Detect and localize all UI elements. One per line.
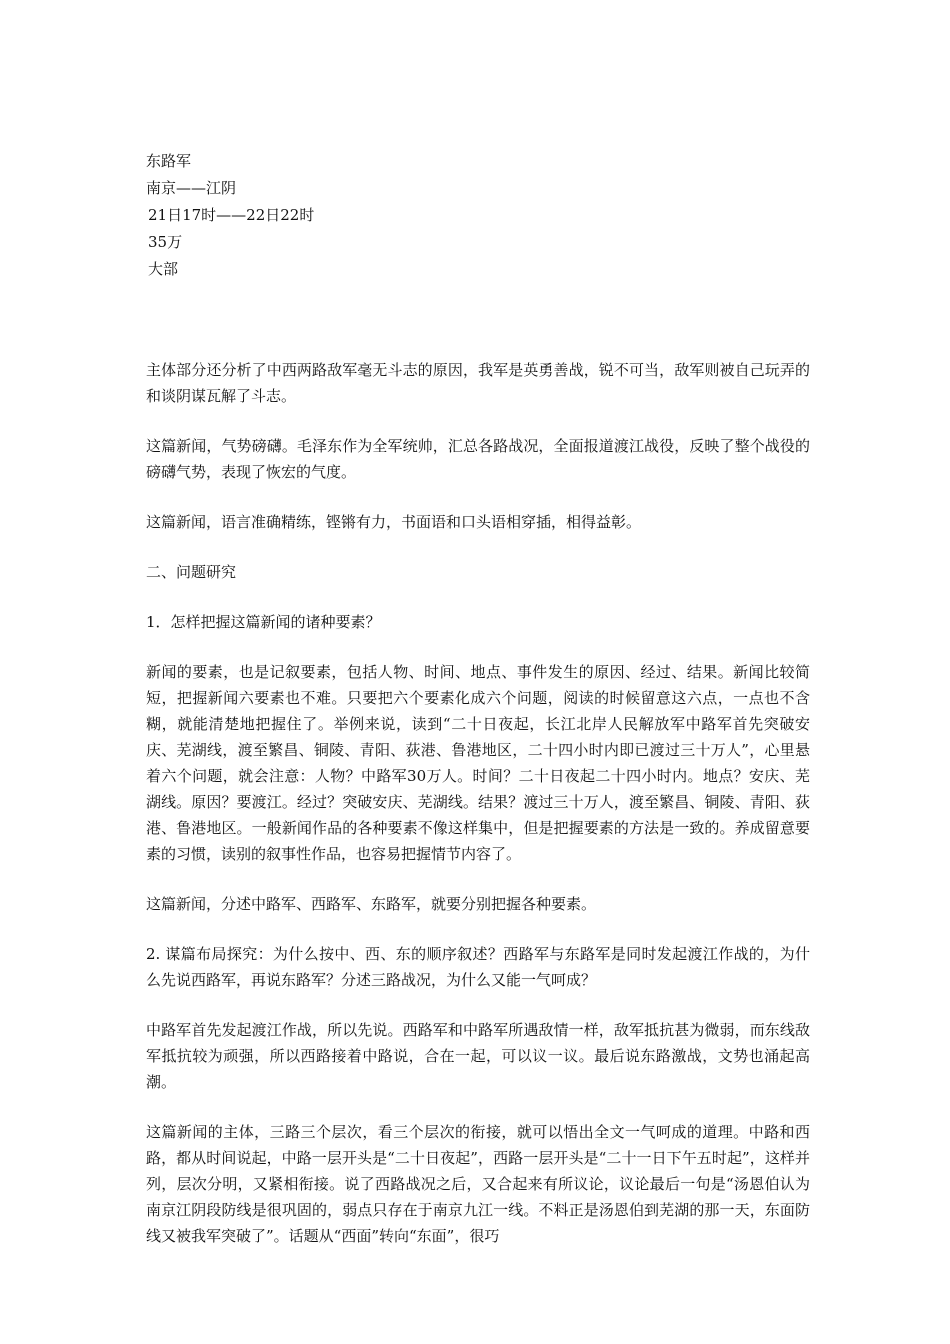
question-1: 1．怎样把握这篇新闻的诸种要素？ xyxy=(146,613,381,631)
section-heading-problem-research: 二、问题研究 xyxy=(146,563,237,581)
paragraph-structure: 这篇新闻的主体，三路三个层次，看三个层次的衔接，就可以悟出全文一气呵成的道理。中路和西路，都从时间说起，中路一层开头是“二十日夜起”，西路一层开头是“二十一日下午五时起”，这样并列，层次分明，又紧相衔接。说了西路战况之后，又合起来有所议论，议论最后一句是“汤恩伯认为南京江阴段防线是很巩固的，弱点只存在于南京九江一线。不料正是汤恩伯到芜湖的那一天，东面防线又被我军突破了”。话题从“西面”转向“东面”，很巧 xyxy=(146,1123,810,1245)
paragraph-order-explanation: 中路军首先发起渡江作战，所以先说。西路军和中路军所遇敌情一样，敌军抵抗甚为微弱，而东线敌军抵抗较为顽强，所以西路接着中路说，合在一起，可以议一议。最后说东路激战，文势也涌起高潮。 xyxy=(146,1021,810,1091)
table-cell-route: 南京——江阴 xyxy=(146,179,237,197)
document-page xyxy=(146,148,810,1249)
table-cell-time: 21日17时——22日22时 xyxy=(148,206,315,224)
paragraph-momentum: 这篇新闻，气势磅礴。毛泽东作为全军统帅，汇总各路战况，全面报道渡江战役，反映了整个战役的磅礴气势，表现了恢宏的气度。 xyxy=(146,437,810,481)
paragraph-three-armies: 这篇新闻，分述中路军、西路军、东路军，就要分别把握各种要素。 xyxy=(146,895,597,913)
table-cell-result: 大部 xyxy=(148,260,179,278)
paragraph-analysis: 主体部分还分析了中西两路敌军毫无斗志的原因，我军是英勇善战，锐不可当，敌军则被自己玩弄的和谈阴谋瓦解了斗志。 xyxy=(146,361,810,405)
paragraph-news-elements: 新闻的要素，也是记叙要素，包括人物、时间、地点、事件发生的原因、经过、结果。新闻比较简短，把握新闻六要素也不难。只要把六个要素化成六个问题，阅读的时候留意这六点，一点也不含糊，就能清楚地把握住了。举例来说，读到“二十日夜起，长江北岸人民解放军中路军首先突破安庆、芜湖线，渡至繁昌、铜陵、青阳、荻港、鲁港地区，二十四小时内即已渡过三十万人”，心里悬着六个问题，就会注意：人物？中路军30万人。时间？二十日夜起二十四小时内。地点？安庆、芜湖线。原因？要渡江。经过？突破安庆、芜湖线。结果？渡过三十万人，渡至繁昌、铜陵、青阳、荻港、鲁港地区。一般新闻作品的各种要素不像这样集中，但是把握要素的方法是一致的。养成留意要素的习惯，读别的叙事性作品，也容易把握情节内容了。 xyxy=(146,663,810,863)
paragraph-language: 这篇新闻，语言准确精练，铿锵有力，书面语和口头语相穿插，相得益彰。 xyxy=(146,513,642,531)
question-2: 2. 谋篇布局探究：为什么按中、西、东的顺序叙述？西路军与东路军是同时发起渡江作战的，为什么先说西路军，再说东路军？分述三路战况，为什么又能一气呵成？ xyxy=(146,945,810,989)
table-cell-army: 东路军 xyxy=(146,152,192,170)
summary-table-fragment xyxy=(146,148,810,283)
table-cell-troops: 35万 xyxy=(148,233,183,251)
